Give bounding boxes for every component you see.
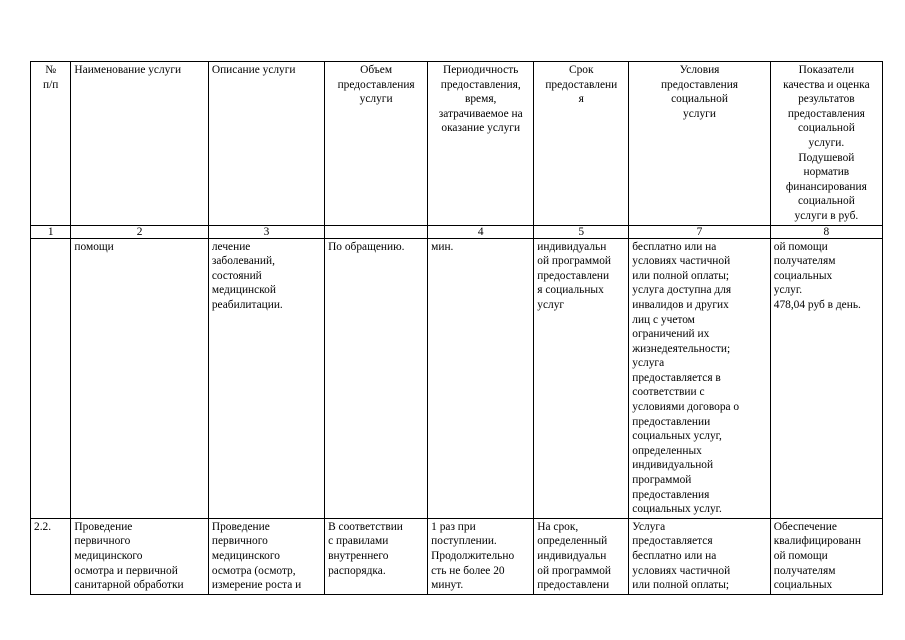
column-number xyxy=(325,225,428,238)
column-number: 7 xyxy=(629,225,770,238)
header-cell-description: Описание услуги xyxy=(208,62,324,226)
cell-description: Проведение первичного медицинского осмотра (осмотр, измерение роста и xyxy=(208,518,324,594)
header-cell-volume: Объем предоставления услуги xyxy=(325,62,428,226)
cell-term: индивидуальн ой программой предоставлени я социальных услуг xyxy=(534,238,629,518)
services-table xyxy=(30,61,883,595)
table-row xyxy=(31,518,883,594)
cell-periodicity: мин. xyxy=(428,238,534,518)
header-cell-periodicity: Периодичность предоставления, время, затрачиваемое на оказание услуги xyxy=(428,62,534,226)
cell-periodicity: 1 раз при поступлении. Продолжительно сть не более 20 минут. xyxy=(428,518,534,594)
column-number: 5 xyxy=(534,225,629,238)
header-cell-quality: Показатели качества и оценка результатов предоставления социальной услуги. Подушевой норматив финансирования социальной услуги в руб. xyxy=(770,62,882,226)
column-number-row xyxy=(31,225,883,238)
cell-quality: ой помощи получателям социальных услуг. 478,04 руб в день. xyxy=(770,238,882,518)
column-number: 1 xyxy=(31,225,71,238)
cell-volume: По обращению. xyxy=(325,238,428,518)
cell-description: лечение заболеваний, состояний медицинской реабилитации. xyxy=(208,238,324,518)
cell-service-name: Проведение первичного медицинского осмотра и первичной санитарной обработки xyxy=(71,518,208,594)
header-cell-service-name: Наименование услуги xyxy=(71,62,208,226)
cell-number xyxy=(31,238,71,518)
cell-service-name: помощи xyxy=(71,238,208,518)
cell-conditions: бесплатно или на условиях частичной или полной оплаты; услуга доступна для инвалидов и других лиц с учетом ограничений их жизнедеятельности; услуга предоставляется в соответствии с условиями договора о предоставлении социальных услуг, определенных индивидуальной программой предоставления социальных услуг. xyxy=(629,238,770,518)
header-cell-conditions: Условия предоставления социальной услуги xyxy=(629,62,770,226)
column-number: 2 xyxy=(71,225,208,238)
cell-quality: Обеспечение квалифицированн ой помощи получателям социальных xyxy=(770,518,882,594)
cell-term: На срок, определенный индивидуальн ой программой предоставлени xyxy=(534,518,629,594)
table-header-row xyxy=(31,62,883,226)
cell-volume: В соответствии с правилами внутреннего распорядка. xyxy=(325,518,428,594)
header-cell-term: Срок предоставлени я xyxy=(534,62,629,226)
header-cell-number: № п/п xyxy=(31,62,71,226)
cell-number: 2.2. xyxy=(31,518,71,594)
table-row xyxy=(31,238,883,518)
column-number: 8 xyxy=(770,225,882,238)
cell-conditions: Услуга предоставляется бесплатно или на условиях частичной или полной оплаты; xyxy=(629,518,770,594)
column-number: 3 xyxy=(208,225,324,238)
column-number: 4 xyxy=(428,225,534,238)
